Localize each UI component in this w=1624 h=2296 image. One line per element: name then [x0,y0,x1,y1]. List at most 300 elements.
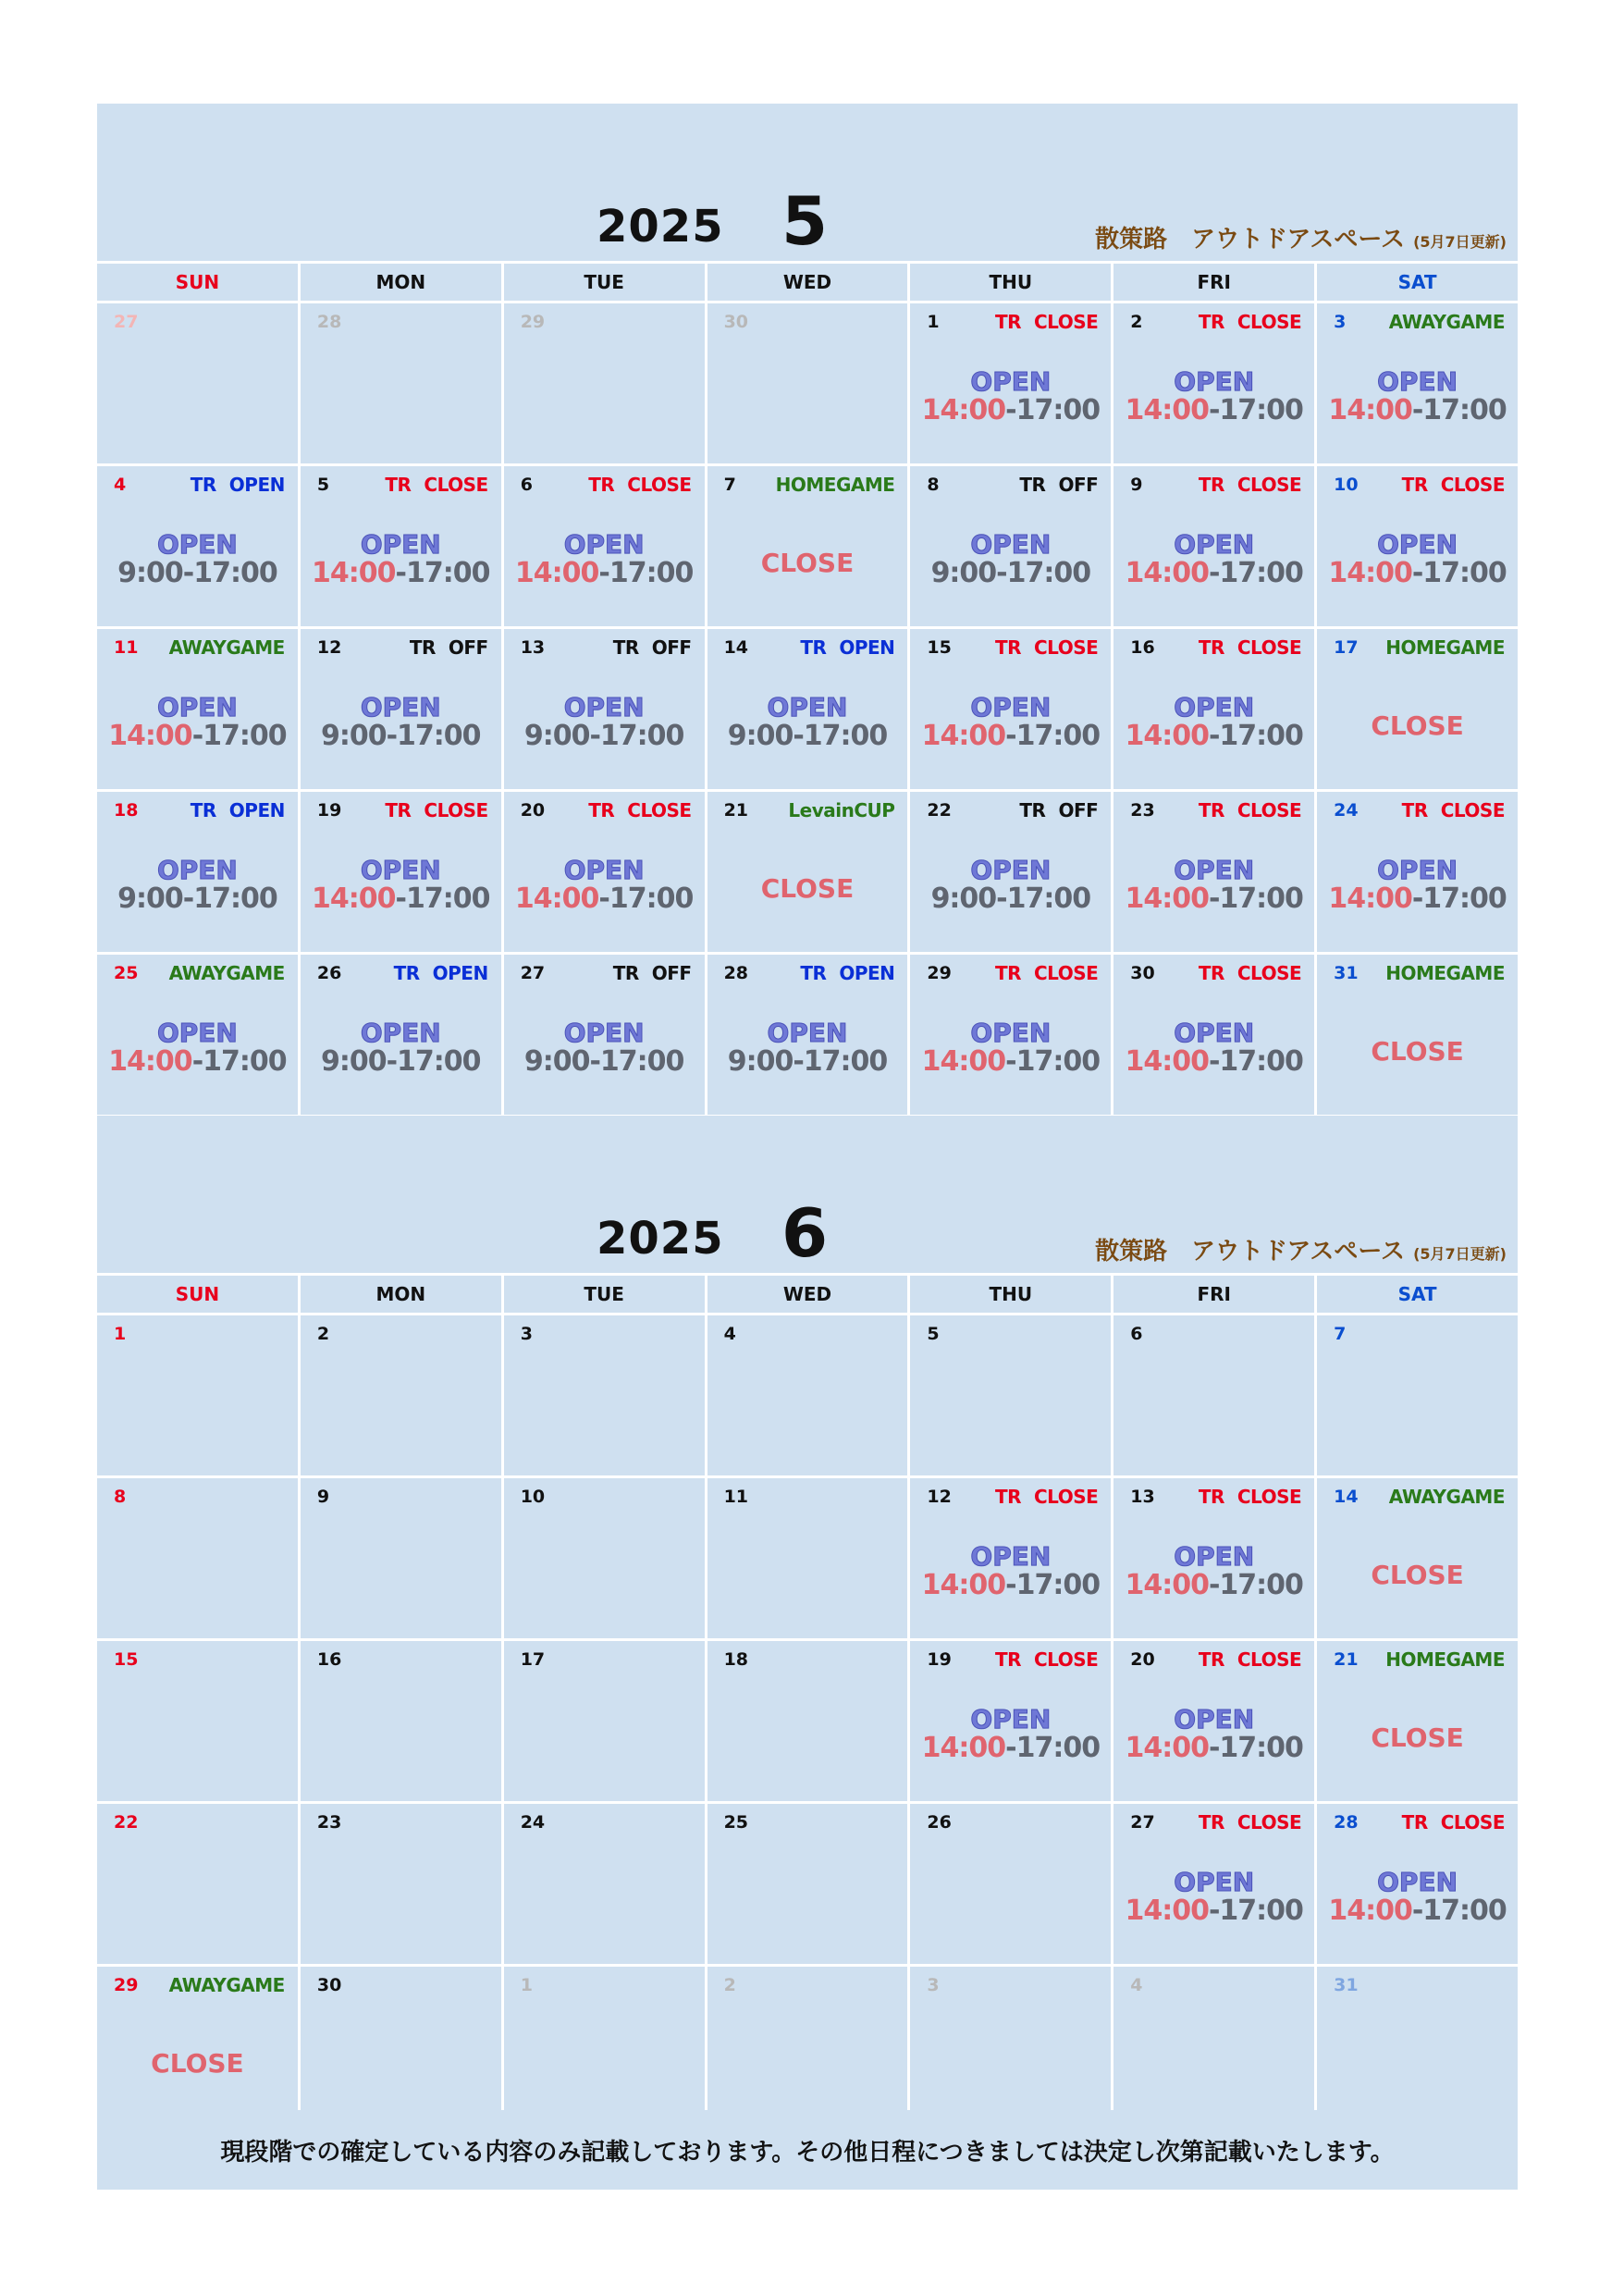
end-time: -17:00 [1005,1569,1101,1601]
update-note: (5月7日更新) [1413,233,1507,251]
open-label: OPEN [360,529,441,560]
calendar-day-cell [504,955,705,1115]
weekday-header: WED [707,1276,908,1313]
start-time: 14:00 [1125,1045,1209,1078]
end-time: -17:00 [1208,394,1303,426]
open-label: OPEN [1174,1018,1255,1048]
calendar-month: 5 [781,182,829,260]
start-time: 14:00 [921,720,1006,752]
calendar-day-cell [707,1967,908,2127]
calendar-day-cell [1113,792,1314,952]
day-number: 2 [316,1324,330,1344]
day-number: 4 [723,1324,736,1344]
open-hours: 9:00-17:00 [117,883,277,915]
day-status-tag [1019,799,1098,821]
start-time: 14:00 [1125,1569,1209,1601]
calendar-year: 2025 [597,201,724,253]
day-status-tag [995,962,1098,984]
training-label: TR [994,1648,1021,1671]
calendar-day-cell [910,1641,1111,1801]
day-number: 14 [723,637,749,658]
calendar-day-cell [301,1641,501,1801]
day-number: 8 [927,475,940,495]
open-hours [1317,394,1518,426]
calendar-day-cell [504,1478,705,1638]
day-number: 19 [927,1649,952,1670]
calendar-day-cell [910,466,1111,626]
day-number: 18 [723,1649,749,1670]
training-label: TR [1198,1648,1224,1671]
open-label: OPEN [1174,855,1255,885]
calendar-day-cell [707,466,908,626]
day-number: 15 [114,1649,139,1670]
open-label: OPEN [1174,1704,1255,1734]
day-number: 26 [927,1812,952,1833]
open-hours [1113,1732,1314,1764]
status-label: LevainCUP [788,799,895,821]
day-status-tag [1019,474,1098,496]
weekday-header: FRI [1113,264,1314,301]
open-hours: 9:00-17:00 [523,720,684,752]
status-label: OPEN [839,962,895,984]
open-label: OPEN [360,855,441,885]
calendar-day-cell [1317,1641,1518,1801]
status-label: AWAYGAME [168,962,285,984]
day-number: 13 [1130,1487,1155,1507]
day-number: 20 [520,800,546,821]
day-status-tag [995,636,1098,659]
open-hours: 9:00-17:00 [930,883,1091,915]
training-label: TR [612,962,639,984]
day-number: 1 [927,312,940,332]
open-hours [97,720,298,752]
day-status-tag [1199,1648,1301,1671]
weekday-header: WED [707,264,908,301]
calendar-header [97,1116,1518,1273]
day-number: 19 [316,800,342,821]
day-status-tag [169,962,285,984]
day-number: 27 [1130,1812,1155,1833]
start-time: 14:00 [514,883,599,915]
day-number: 24 [1334,800,1359,821]
day-number: 29 [114,1975,139,1995]
day-number: 27 [520,963,546,983]
end-time: -17:00 [598,883,694,915]
status-label: CLOSE [1236,1811,1302,1833]
venue-label [1095,1232,1507,1266]
day-status-tag [385,474,487,496]
calendar-day-cell [1317,792,1518,952]
day-status-tag [1199,962,1301,984]
start-time: 14:00 [1328,557,1412,589]
calendar-day-cell [301,629,501,789]
status-label: CLOSE [1440,799,1505,821]
day-status-tag [588,474,691,496]
end-time: -17:00 [1411,883,1507,915]
day-status-tag [1199,1811,1301,1833]
day-status-tag [1385,1648,1505,1671]
day-number: 9 [1130,475,1143,495]
open-hours [1113,720,1314,752]
weekday-header: THU [910,1276,1111,1313]
start-time: 14:00 [514,557,599,589]
open-label: OPEN [1174,529,1255,560]
day-number: 4 [1130,1975,1143,1995]
day-number: 23 [1130,800,1155,821]
start-time: 14:00 [1125,1895,1209,1927]
end-time: -17:00 [191,720,287,752]
day-number: 23 [316,1812,342,1833]
status-label: CLOSE [627,799,692,821]
day-number: 17 [1334,637,1359,658]
day-status-tag [588,799,691,821]
calendar-day-cell [504,1967,705,2127]
day-number: 29 [520,312,546,332]
weekday-header: SAT [1317,1276,1518,1313]
open-label: OPEN [1174,1867,1255,1897]
calendar-day-cell [301,303,501,463]
day-number: 8 [114,1487,127,1507]
status-label: OPEN [839,636,895,659]
day-number: 30 [1130,963,1155,983]
day-number: 16 [1130,637,1155,658]
open-label: OPEN [360,692,441,722]
weekday-header: THU [910,264,1111,301]
day-number: 3 [927,1975,940,1995]
end-time: -17:00 [1208,1569,1303,1601]
end-time: -17:00 [1208,720,1303,752]
calendar-day-cell [707,1478,908,1638]
end-time: -17:00 [395,883,490,915]
status-label: CLOSE [627,474,692,496]
calendar-year: 2025 [597,1213,724,1265]
end-time: -17:00 [395,557,490,589]
training-label: TR [409,636,436,659]
status-label: OFF [651,962,692,984]
end-time: -17:00 [1411,1895,1507,1927]
training-label: TR [588,799,615,821]
day-number: 30 [316,1975,342,1995]
day-status-tag [1389,311,1505,333]
status-label: CLOSE [1236,962,1302,984]
training-label: TR [1019,474,1046,496]
open-label: OPEN [563,1018,645,1048]
open-label: OPEN [767,692,848,722]
day-number: 28 [723,963,749,983]
training-label: TR [1198,311,1224,333]
day-number: 2 [723,1975,736,1995]
day-status-tag [410,636,488,659]
status-label: CLOSE [1236,311,1302,333]
calendar-grid [97,1273,1518,2129]
status-label: HOMEGAME [775,474,895,496]
status-label: AWAYGAME [168,1974,285,1996]
open-label: OPEN [563,529,645,560]
start-time: 14:00 [921,394,1006,426]
training-label: TR [612,636,639,659]
open-label: OPEN [1174,692,1255,722]
calendar-grid [97,261,1518,1117]
day-number: 10 [520,1487,546,1507]
closed-label: CLOSE [760,548,855,578]
calendar-day-cell [1113,629,1314,789]
status-label: OFF [448,636,488,659]
day-status-tag [169,636,285,659]
day-status-tag [788,799,894,821]
weekday-header: SAT [1317,264,1518,301]
open-label: OPEN [360,1018,441,1048]
day-number: 3 [520,1324,533,1344]
training-label: TR [994,311,1021,333]
open-hours [301,883,501,915]
status-label: CLOSE [1034,311,1099,333]
day-number: 20 [1130,1649,1155,1670]
calendar-day-cell [504,466,705,626]
end-time: -17:00 [1208,1895,1303,1927]
calendar-day-cell [97,1478,298,1638]
open-hours [1113,1895,1314,1927]
end-time: -17:00 [1208,1045,1303,1078]
calendar-day-cell [301,1804,501,1964]
weekday-header: SUN [97,264,298,301]
open-hours [504,883,705,915]
day-status-tag [191,799,285,821]
open-label: OPEN [970,692,1052,722]
training-label: TR [393,962,420,984]
calendar-day-cell [301,955,501,1115]
calendar-day-cell [1113,466,1314,626]
day-number: 17 [520,1649,546,1670]
calendar-day-cell [1113,1804,1314,1964]
status-label: OFF [1058,474,1099,496]
training-label: TR [1401,799,1428,821]
open-hours [1113,557,1314,589]
weekday-header: MON [301,1276,501,1313]
calendar-day-cell [707,629,908,789]
day-status-tag [385,799,487,821]
day-status-tag [613,636,692,659]
calendar-day-cell [910,1478,1111,1638]
start-time: 14:00 [921,1569,1006,1601]
day-number: 2 [1130,312,1143,332]
status-label: OFF [651,636,692,659]
calendar-day-cell [1317,1804,1518,1964]
status-label: OPEN [432,962,488,984]
day-number: 22 [114,1812,139,1833]
open-hours: 9:00-17:00 [320,720,481,752]
day-status-tag [1199,474,1301,496]
training-label: TR [1019,799,1046,821]
calendar-day-cell [301,1967,501,2127]
day-number: 6 [520,475,533,495]
calendar-day-cell [1317,1478,1518,1638]
day-status-tag [995,1486,1098,1508]
day-status-tag [1199,311,1301,333]
calendar-day-cell [1113,955,1314,1115]
open-label: OPEN [767,1018,848,1048]
training-label: TR [994,1486,1021,1508]
status-label: CLOSE [1034,1648,1099,1671]
calendar-day-cell [910,792,1111,952]
day-number: 15 [927,637,952,658]
calendar-day-cell [1113,1478,1314,1638]
calendar-day-cell [301,1478,501,1638]
day-number: 7 [723,475,736,495]
calendar-day-cell [504,1804,705,1964]
end-time: -17:00 [1208,883,1303,915]
day-number: 28 [316,312,342,332]
day-status-tag [1385,962,1505,984]
open-hours [1317,1895,1518,1927]
start-time: 14:00 [1125,720,1209,752]
day-number: 29 [927,963,952,983]
calendar-day-cell [301,1315,501,1475]
calendar-day-cell [707,1315,908,1475]
status-label: CLOSE [1034,636,1099,659]
calendar-day-cell [504,1315,705,1475]
calendar-day-cell [707,955,908,1115]
start-time: 14:00 [108,1045,192,1078]
calendar-day-cell [97,629,298,789]
venue-label [1095,220,1507,254]
start-time: 14:00 [921,1045,1006,1078]
status-label: AWAYGAME [1388,311,1505,333]
day-number: 6 [1130,1324,1143,1344]
status-label: CLOSE [1236,799,1302,821]
day-number: 24 [520,1812,546,1833]
open-hours [910,1569,1111,1601]
training-label: TR [1198,1811,1224,1833]
calendar-day-cell [504,303,705,463]
open-label: OPEN [1377,1867,1458,1897]
status-label: HOMEGAME [1385,1648,1505,1671]
open-hours [97,1045,298,1078]
start-time: 14:00 [1328,394,1412,426]
calendar-day-cell [504,792,705,952]
calendar-day-cell [1317,466,1518,626]
day-number: 21 [723,800,749,821]
calendar-day-cell [707,303,908,463]
status-label: CLOSE [1236,1648,1302,1671]
open-hours [1113,394,1314,426]
day-number: 9 [316,1487,330,1507]
calendar-day-cell [301,792,501,952]
day-number: 26 [316,963,342,983]
closed-label: CLOSE [1371,1560,1464,1590]
end-time: -17:00 [191,1045,287,1078]
weekday-header: TUE [504,264,705,301]
status-label: OPEN [228,799,285,821]
status-label: OPEN [228,474,285,496]
calendar-day-cell [1317,1315,1518,1475]
day-status-tag [1402,1811,1505,1833]
calendar-day-cell [1113,303,1314,463]
day-number: 3 [1334,312,1347,332]
venue-name: 散策路 アウトドアスペース [1095,226,1406,253]
open-hours [1113,883,1314,915]
venue-name: 散策路 アウトドアスペース [1095,1238,1406,1265]
day-number: 31 [1334,1975,1359,1995]
day-status-tag [995,1648,1098,1671]
calendar-day-cell [707,1641,908,1801]
end-time: -17:00 [1411,557,1507,589]
day-number: 12 [316,637,342,658]
calendar-day-cell [707,792,908,952]
status-label: AWAYGAME [1388,1486,1505,1508]
start-time: 14:00 [312,883,396,915]
training-label: TR [1198,474,1224,496]
open-hours: 9:00-17:00 [117,557,277,589]
day-number: 28 [1334,1812,1359,1833]
open-label: OPEN [1174,366,1255,397]
status-label: HOMEGAME [1385,962,1505,984]
open-hours [910,1045,1111,1078]
calendar-june [97,1116,1518,2129]
open-hours [1113,1045,1314,1078]
calendar-day-cell [910,1804,1111,1964]
day-number: 18 [114,800,139,821]
training-label: TR [1198,1486,1224,1508]
end-time: -17:00 [598,557,694,589]
closed-label: CLOSE [1371,1036,1464,1067]
open-hours: 9:00-17:00 [727,1045,888,1078]
day-status-tag [169,1974,285,1996]
open-hours [504,557,705,589]
calendar-day-cell [97,303,298,463]
calendar-day-cell [1113,1315,1314,1475]
training-label: TR [1198,962,1224,984]
calendar-day-cell [97,466,298,626]
end-time: -17:00 [1208,1732,1303,1764]
day-number: 12 [927,1487,952,1507]
weekday-header: MON [301,264,501,301]
start-time: 14:00 [1125,557,1209,589]
training-label: TR [994,962,1021,984]
status-label: CLOSE [424,799,488,821]
open-label: OPEN [1377,366,1458,397]
calendar-day-cell [910,1315,1111,1475]
training-label: TR [1401,1811,1428,1833]
day-status-tag [1402,799,1505,821]
calendar-day-cell [1113,1967,1314,2127]
day-status-tag [1199,799,1301,821]
closed-label: CLOSE [760,873,855,904]
end-time: -17:00 [1411,394,1507,426]
calendar-day-cell [504,1641,705,1801]
day-number: 7 [1334,1324,1347,1344]
calendar-day-cell [1317,955,1518,1115]
start-time: 14:00 [1125,394,1209,426]
day-number: 25 [114,963,139,983]
calendar-day-cell [1317,1967,1518,2127]
calendar-header [97,104,1518,261]
open-label: OPEN [1174,1541,1255,1572]
day-status-tag [394,962,488,984]
day-status-tag [1385,636,1505,659]
day-number: 13 [520,637,546,658]
calendar-day-cell [504,629,705,789]
day-status-tag [191,474,285,496]
day-number: 4 [114,475,127,495]
calendar-day-cell [1317,303,1518,463]
day-status-tag [800,962,894,984]
open-label: OPEN [156,692,238,722]
open-label: OPEN [156,529,238,560]
open-label: OPEN [970,855,1052,885]
start-time: 14:00 [312,557,396,589]
end-time: -17:00 [1005,1732,1101,1764]
day-status-tag [1199,636,1301,659]
